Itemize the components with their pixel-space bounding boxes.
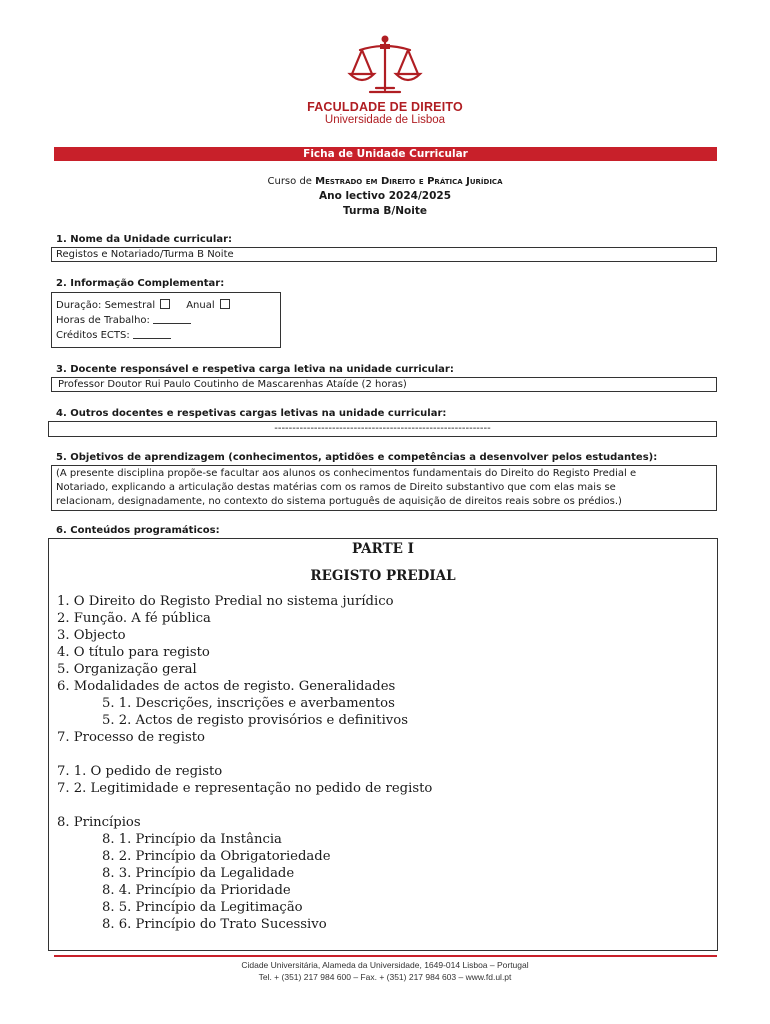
syllabus-item: 3. Objecto [57, 628, 126, 643]
duration-label: Duração: Semestral [56, 300, 156, 311]
scales-of-justice-icon [340, 34, 430, 98]
section-2-label: 2. Informação Complementar: [56, 278, 225, 289]
section-1-label: 1. Nome da Unidade curricular: [56, 234, 233, 245]
objectives-line-3: relacionam, designadamente, no contexto do sistema português de aquisição de direitos reais sobre os prédios.) [56, 496, 622, 507]
section-3-label: 3. Docente responsável e respetiva carga letiva na unidade curricular: [56, 364, 454, 375]
university-name: Universidade de Lisboa [324, 114, 446, 126]
course-prefix: Curso de [267, 176, 316, 187]
annual-label: Anual [186, 300, 215, 311]
syllabus-item: 7. Processo de registo [57, 730, 205, 745]
syllabus-item: 1. O Direito do Registo Predial no sistema jurídico [57, 594, 394, 609]
faculty-name: FACULDADE DE DIREITO [307, 100, 463, 114]
hours-row [56, 313, 276, 328]
ects-label: Créditos ECTS: [56, 330, 133, 341]
syllabus-subitem: 8. 3. Princípio da Legalidade [102, 866, 295, 881]
ects-row [56, 328, 276, 343]
hours-label: Horas de Trabalho: [56, 315, 154, 326]
semestral-checkbox[interactable] [160, 299, 170, 309]
footer-address: Cidade Universitária, Alameda da Universidade, 1649-014 Lisboa – Portugal [241, 960, 529, 970]
syllabus-box [48, 538, 718, 951]
syllabus-subitem: 8. 5. Princípio da Legitimação [102, 900, 303, 915]
lecturer-field: Professor Doutor Rui Paulo Coutinho de Mascarenhas Ataíde (2 horas) [51, 377, 717, 392]
learning-objectives-box [51, 465, 717, 511]
annual-checkbox[interactable] [220, 299, 230, 309]
syllabus-item: 7. 2. Legitimidade e representação no pedido de registo [57, 781, 433, 796]
course-unit-name-field: Registos e Notariado/Turma B Noite [51, 247, 717, 262]
hours-blank-field[interactable] [153, 314, 191, 324]
syllabus-subitem: 8. 2. Princípio da Obrigatoriedade [102, 849, 331, 864]
course-name: Mestrado em Direito e Prática Jurídica [315, 176, 503, 187]
footer-contacts: Tel. + (351) 217 984 600 – Fax. + (351) 217 984 603 – www.fd.ul.pt [258, 972, 512, 982]
section-4-label: 4. Outros docentes e respetivas cargas letivas na unidade curricular: [56, 408, 447, 419]
complementary-info-box [51, 292, 281, 348]
syllabus-subitem: 5. 1. Descrições, inscrições e averbamentos [102, 696, 395, 711]
academic-year: Ano lectivo 2024/2025 [318, 190, 452, 202]
syllabus-subitem: 5. 2. Actos de registo provisórios e definitivos [102, 713, 408, 728]
ects-blank-field[interactable] [133, 329, 171, 339]
duration-row [56, 298, 276, 313]
faculty-logo [0, 34, 770, 126]
class-group: Turma B/Noite [343, 205, 427, 217]
objectives-line-1: (A presente disciplina propõe-se facultar aos alunos os conhecimentos fundamentais do Direito do Registo Predial e [56, 468, 637, 479]
syllabus-item: 8. Princípios [57, 815, 141, 830]
footer-divider [54, 955, 717, 957]
syllabus-item: 2. Função. A fé pública [57, 611, 211, 626]
form-title-banner: Ficha de Unidade Curricular [54, 147, 717, 161]
section-5-label: 5. Objetivos de aprendizagem (conhecimentos, aptidões e competências a desenvolver pelos estudantes): [56, 452, 658, 463]
section-6-label: 6. Conteúdos programáticos: [56, 525, 220, 536]
syllabus-item: 4. O título para registo [57, 645, 210, 660]
syllabus-item: 6. Modalidades de actos de registo. Generalidades [57, 679, 396, 694]
objectives-line-2: Notariado, explicando a articulação destas matérias com os ramos de Direito substantivo que com elas mais se [56, 482, 616, 493]
syllabus-subitem: 8. 4. Princípio da Prioridade [102, 883, 291, 898]
part-heading: PARTE I [352, 541, 414, 557]
other-lecturers-field: ------------------------------------------------------------ [48, 421, 717, 437]
syllabus-subitem: 8. 6. Princípio do Trato Sucessivo [102, 917, 327, 932]
course-line [0, 176, 770, 187]
syllabus-title: REGISTO PREDIAL [310, 568, 456, 584]
syllabus-subitem: 8. 1. Princípio da Instância [102, 832, 282, 847]
syllabus-item: 5. Organização geral [57, 662, 197, 677]
syllabus-item: 7. 1. O pedido de registo [57, 764, 223, 779]
